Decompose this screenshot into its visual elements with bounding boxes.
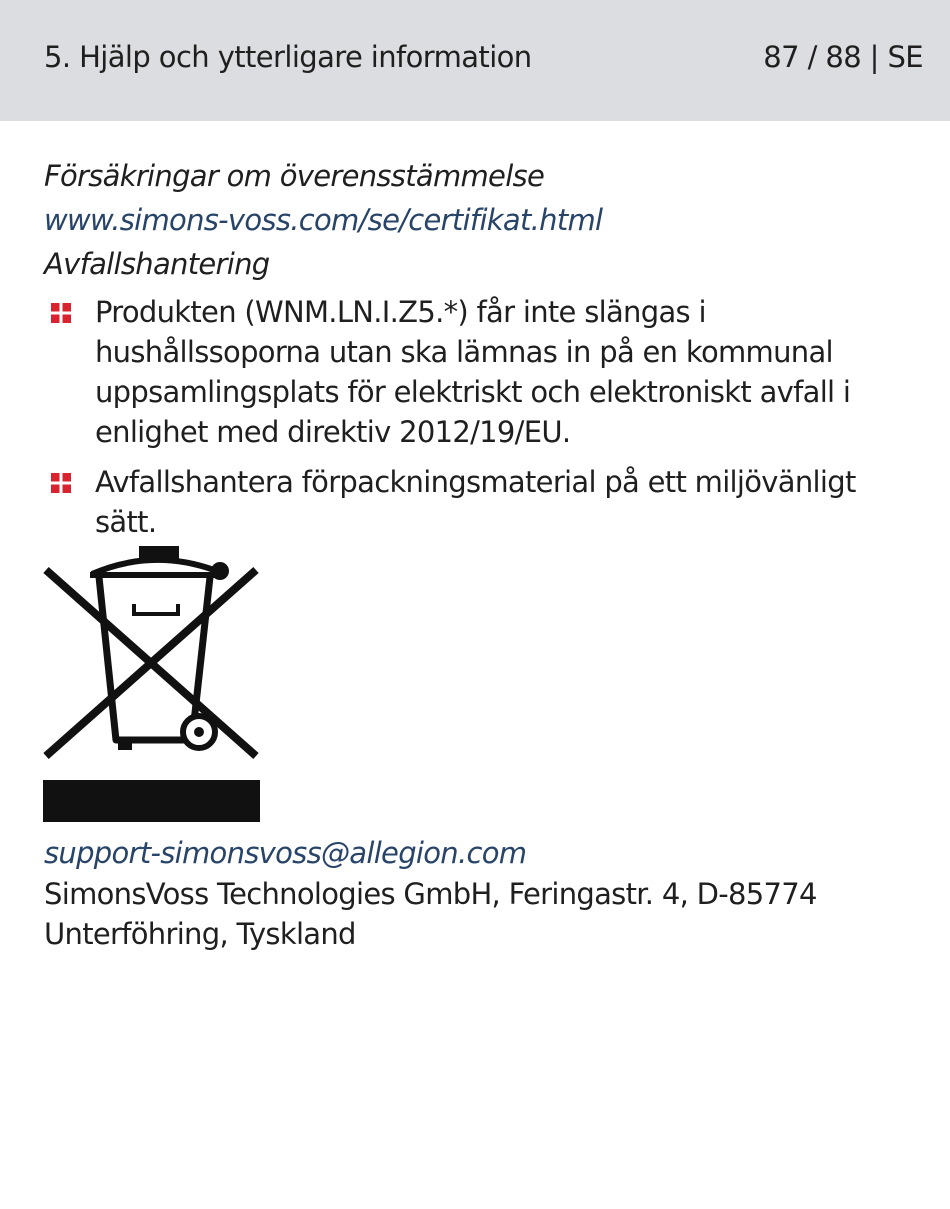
list-item [44,462,924,542]
bullet-icon [51,473,71,493]
company-address-line: SimonsVoss Technologies GmbH, Feringastr. 4, D-85774 [44,877,817,911]
support-email-link[interactable]: support-simonsvoss@allegion.com [44,836,527,870]
bullet-line: hushållssoporna utan ska lämnas in på en kommunal [95,335,833,369]
bullet-line: sätt. [95,505,157,539]
main-content [44,154,924,552]
list-item [44,292,924,452]
bullet-icon [51,303,71,323]
page-header [0,0,950,121]
certificate-link[interactable]: www.simons-voss.com/se/certifikat.html [44,203,603,237]
disposal-heading: Avfallshantering [44,247,270,281]
bullet-line: uppsamlingsplats för elektriskt och elektroniskt avfall i [95,375,851,409]
conformity-heading: Försäkringar om överensstämmelse [44,159,545,193]
bullet-line: Produkten (WNM.LN.I.Z5.*) får inte slängas i [95,295,706,329]
bullet-line: Avfallshantera förpackningsmaterial på ett miljövänligt [95,465,856,499]
company-address-line: Unterföhring, Tyskland [44,917,356,951]
contact-block [44,832,934,954]
page-indicator: 87 / 88 | SE [763,40,923,74]
section-title: 5. Hjälp och ytterligare information [44,40,532,74]
disposal-bullet-list [44,292,924,542]
bullet-line: enlighet med direktiv 2012/19/EU. [95,415,571,449]
weee-crossed-bin-icon [42,544,262,824]
